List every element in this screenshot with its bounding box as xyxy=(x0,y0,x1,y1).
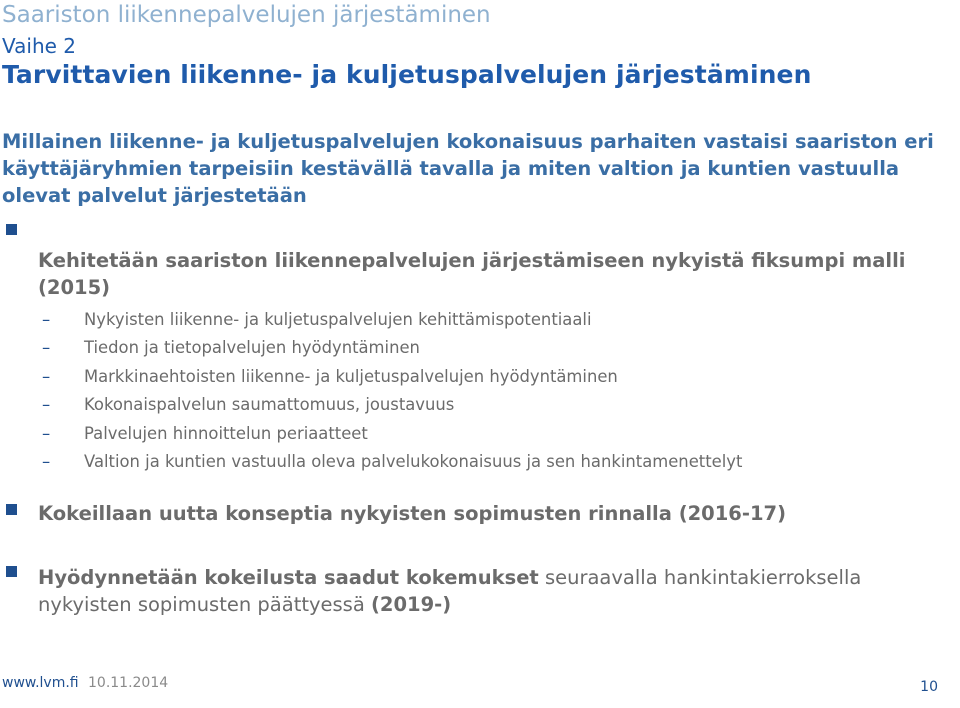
footer-date: 10.11.2014 xyxy=(88,675,169,691)
square-bullet-icon xyxy=(6,504,17,515)
sub-item xyxy=(42,363,942,391)
sub-item-list xyxy=(42,306,942,476)
slide-title: Saariston liikennepalvelujen järjestäminen xyxy=(2,2,491,28)
bullet-item-model: Kehitetään saariston liikennepalvelujen järjestämiseen nykyistä fiksumpi malli (2015) xyxy=(38,249,906,299)
footer-website-link[interactable]: www.lvm.fi xyxy=(2,675,79,691)
square-bullet-icon xyxy=(6,566,17,577)
bullet-item-experiences-year: (2019-) xyxy=(371,593,452,616)
bullet-item-experiences xyxy=(38,564,943,618)
sub-item xyxy=(42,306,942,334)
dash-bullet-icon: – xyxy=(42,395,51,415)
bullet-item-experiences-lead: Hyödynnetään kokeilusta saadut kokemukset xyxy=(38,566,539,589)
sub-item xyxy=(42,391,942,419)
slide-subtitle: Tarvittavien liikenne- ja kuljetuspalvelujen järjestäminen xyxy=(2,60,812,89)
dash-bullet-icon: – xyxy=(42,310,51,329)
dash-bullet-icon: – xyxy=(42,338,51,358)
page-number: 10 xyxy=(920,679,938,695)
sub-item-label: Kokonaispalvelun saumattomuus, joustavuus xyxy=(84,395,455,415)
sub-item-label: Valtion ja kuntien vastuulla oleva palvelukokonaisuus ja sen hankintamenettelyt xyxy=(84,451,743,471)
phase-label: Vaihe 2 xyxy=(2,34,77,58)
sub-item xyxy=(42,420,942,448)
bullet-item-pilot: Kokeillaan uutta konseptia nykyisten sopimusten rinnalla (2016-17) xyxy=(38,502,787,525)
key-question: Millainen liikenne- ja kuljetuspalvelujen kokonaisuus parhaiten vastaisi saariston eri käyttäjäryhmien tarpeisiin kestävällä tavalla ja miten valtion ja kuntien vastuulla olevat palvelut järjestetään xyxy=(2,130,934,207)
sub-item-label: Markkinaehtoisten liikenne- ja kuljetuspalvelujen hyödyntäminen xyxy=(84,366,618,386)
bullet-item-experiences-body: seuraavalla hankintakierroksella nykyisten sopimusten päättyessä xyxy=(38,566,862,616)
sub-item-label: Tiedon ja tietopalvelujen hyödyntäminen xyxy=(84,338,420,358)
sub-item xyxy=(42,334,942,362)
sub-item-label: Nykyisten liikenne- ja kuljetuspalvelujen kehittämispotentiaali xyxy=(84,310,592,329)
dash-bullet-icon: – xyxy=(42,423,51,443)
dash-bullet-icon: – xyxy=(42,366,51,386)
dash-bullet-icon: – xyxy=(42,451,51,471)
square-bullet-icon xyxy=(6,224,17,235)
sub-item-label: Palvelujen hinnoittelun periaatteet xyxy=(84,423,368,443)
sub-item xyxy=(42,448,942,476)
